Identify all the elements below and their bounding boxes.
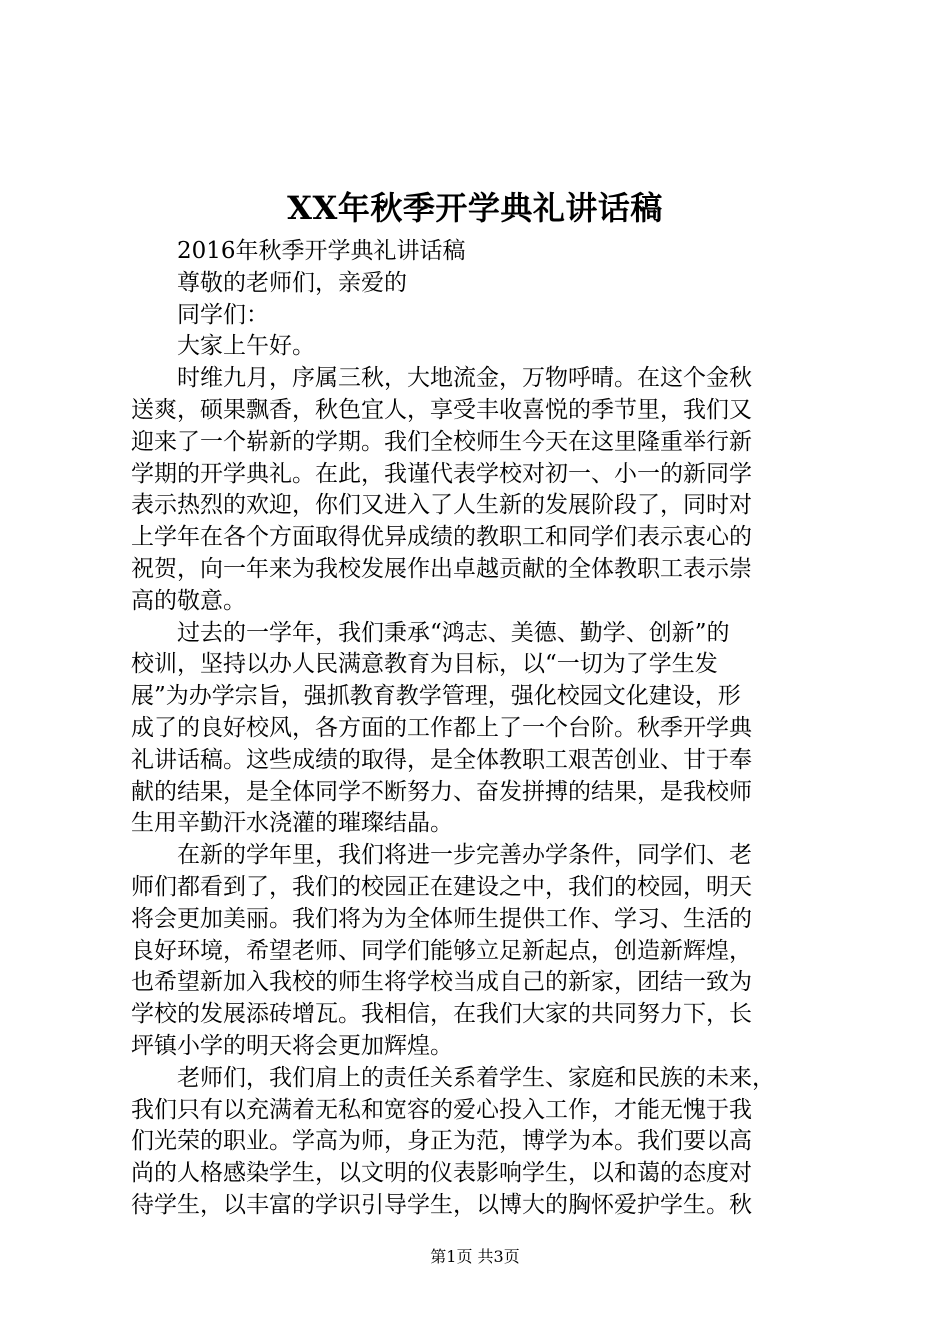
body-line: 大家上午好。 <box>177 333 315 360</box>
page-number-label: 第1页 共3页 <box>430 1247 520 1266</box>
body-line: 尚的人格感染学生，以文明的仪表影响学生，以和蔼的态度对 <box>131 1160 752 1187</box>
page-footer <box>0 1245 950 1269</box>
body-line: 老师们，我们肩上的责任关系着学生、家庭和民族的未来， <box>177 1064 775 1091</box>
body-line: 尊敬的老师们，亲爱的 <box>177 269 407 296</box>
body-line: 学校的发展添砖增瓦。我相信，在我们大家的共同努力下，长 <box>131 1001 752 1028</box>
body-line: 生用辛勤汗水浇灌的璀璨结晶。 <box>131 810 453 837</box>
body-line: 表示热烈的欢迎，你们又进入了人生新的发展阶段了，同时对 <box>131 492 752 519</box>
body-line: 待学生，以丰富的学识引导学生，以博大的胸怀爱护学生。秋 <box>131 1191 752 1218</box>
body-line: 上学年在各个方面取得优异成绩的教职工和同学们表示衷心的 <box>131 524 752 551</box>
body-line: 师们都看到了，我们的校园正在建设之中，我们的校园，明天 <box>131 873 752 900</box>
body-line: 我们只有以充满着无私和宽容的爱心投入工作，才能无愧于我 <box>131 1096 752 1123</box>
body-line: 校训，坚持以办人民满意教育为目标，以“一切为了学生发 <box>131 651 718 678</box>
body-line: 学期的开学典礼。在此，我谨代表学校对初一、小一的新同学 <box>131 460 752 487</box>
body-line: 同学们： <box>177 301 269 328</box>
body-line: 高的敬意。 <box>131 587 246 614</box>
body-line: 成了的良好校风，各方面的工作都上了一个台阶。秋季开学典 <box>131 714 752 741</box>
body-line: 送爽，硕果飘香，秋色宜人，享受丰收喜悦的季节里，我们又 <box>131 396 752 423</box>
body-line: 们光荣的职业。学高为师，身正为范，博学为本。我们要以高 <box>131 1128 752 1155</box>
body-line: 良好环境，希望老师、同学们能够立足新起点，创造新辉煌， <box>131 937 752 964</box>
body-line: 2016年秋季开学典礼讲话稿 <box>177 238 466 264</box>
body-line: 坪镇小学的明天将会更加辉煌。 <box>131 1032 453 1059</box>
body-line: 将会更加美丽。我们将为为全体师生提供工作、学习、生活的 <box>131 905 752 932</box>
body-line: 献的结果，是全体同学不断努力、奋发拼搏的结果，是我校师 <box>131 778 752 805</box>
document-title: XX年秋季开学典礼讲话稿 <box>287 189 663 227</box>
document-body <box>131 236 824 1222</box>
body-line: 展”为办学宗旨，强抓教育教学管理，强化校园文化建设，形 <box>131 683 741 710</box>
body-line: 过去的一学年，我们秉承“鸿志、美德、勤学、创新”的 <box>177 619 730 646</box>
body-line: 礼讲话稿。这些成绩的取得，是全体教职工艰苦创业、甘于奉 <box>131 746 752 773</box>
body-line: 也希望新加入我校的师生将学校当成自己的新家，团结一致为 <box>131 969 752 996</box>
body-line: 在新的学年里，我们将进一步完善办学条件，同学们、老 <box>177 842 752 869</box>
body-line: 时维九月，序属三秋，大地流金，万物呼晴。在这个金秋 <box>177 365 752 392</box>
body-line: 祝贺，向一年来为我校发展作出卓越贡献的全体教职工表示崇 <box>131 555 752 582</box>
body-line: 迎来了一个崭新的学期。我们全校师生今天在这里隆重举行新 <box>131 428 752 455</box>
